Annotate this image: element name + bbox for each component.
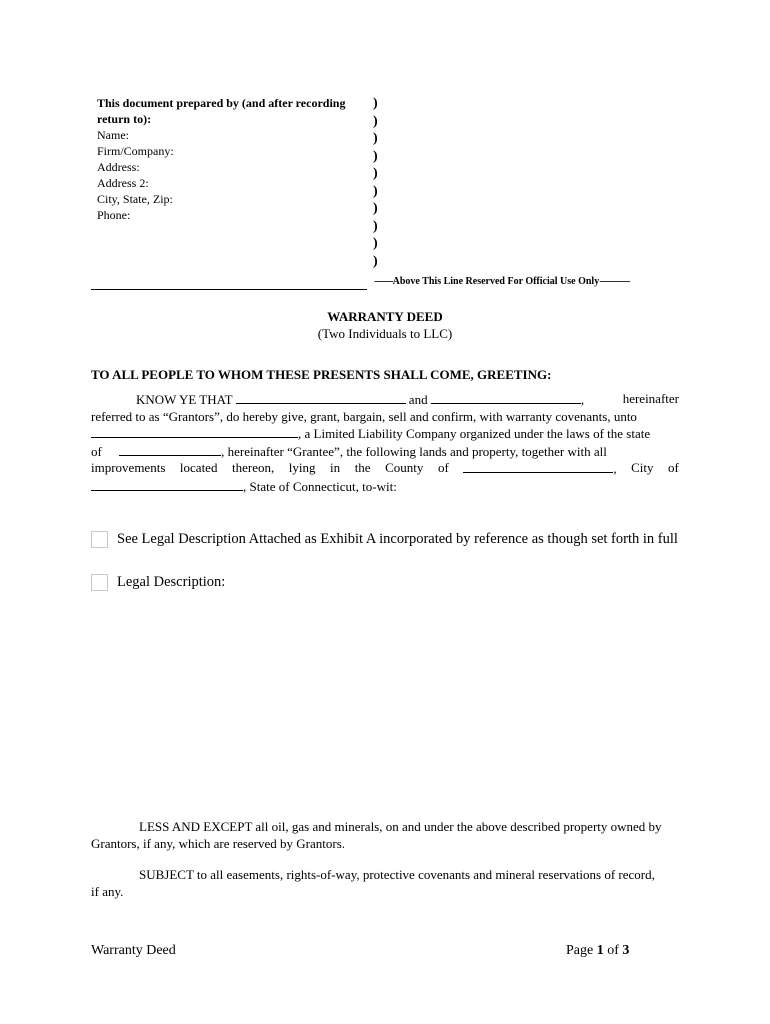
word-thereon: thereon, [232,460,275,475]
word-in: in [330,460,341,475]
word-improvements: improvements [91,460,166,475]
legal-description-option [91,573,681,591]
county-blank[interactable] [463,460,613,473]
document-subtitle: (Two Individuals to LLC) [317,326,453,341]
preparer-block [97,95,367,223]
body-line-2-text: referred to as “Grantors”, do hereby give, grant, bargain, sell and confirm, with warranty covenants, unto [91,408,637,424]
preparer-firm-label: Firm/Company: [97,144,174,158]
body-line-6-text: , State of Connecticut, to-wit: [243,478,397,494]
city-blank[interactable] [91,478,243,491]
word-of: of [437,460,449,475]
official-use-dashes-right: ------------- [599,276,630,287]
body-line-3-text: , a Limited Liability Company organized under the laws of the state [298,426,651,441]
preparer-city-state-zip-label: City, State, Zip: [97,192,173,206]
preparer-address2-label: Address 2: [97,176,149,190]
body-line-1: KNOW YE THAT and , hereinafter [136,391,679,407]
state-blank[interactable] [119,443,221,456]
bracket-column: ) ) ) ) ) ) ) ) ) ) [373,96,378,269]
comma-text: , [613,461,617,476]
document-title: WARRANTY DEED [327,309,443,324]
page-of-label: of [607,943,619,958]
official-use-notice [374,276,630,287]
page-total: 3 [622,943,630,958]
word-the: the [354,460,371,475]
subject-to-paragraph: SUBJECT to all easements, rights-of-way, protective covenants and mineral reservations of record, if any. [91,867,655,899]
legal-description-label: Legal Description: [117,574,226,590]
page-label: Page [566,943,594,958]
of-text: of [91,443,102,459]
word-located: located [179,460,218,475]
hereinafter-text: hereinafter [622,391,679,406]
footer-page-number [566,943,629,959]
word-county: County [385,460,424,475]
exhibit-option [91,530,681,548]
preparer-name-label: Name: [97,128,129,142]
grantor-1-blank[interactable] [236,391,406,404]
official-use-label: Above This Line Reserved For Official Use Only [392,276,600,287]
body-line-6 [91,478,679,496]
less-and-except-paragraph: LESS AND EXCEPT all oil, gas and minerals, on and under the above described property owned by Grantors, if any, which are reserved by Grantors. [91,819,662,851]
body-line-4 [91,443,679,461]
know-ye-that-text: KNOW YE THAT [136,392,233,407]
word-of-2: of [668,460,679,475]
word-city: City [631,460,654,475]
grantor-2-blank[interactable] [431,391,581,404]
preparer-phone-label: Phone: [97,208,131,222]
word-lying: lying [288,460,316,475]
legal-description-checkbox[interactable] [91,574,108,591]
preparer-divider-line [91,289,367,290]
body-line-2 [91,409,679,426]
greeting: TO ALL PEOPLE TO WHOM THESE PRESENTS SHALL COME, GREETING: [91,367,552,382]
body-line-3 [91,425,679,443]
preparer-heading: This document prepared by (and after recording return to): [97,96,346,126]
conveyance-paragraph [91,391,679,495]
official-use-dashes-left: -------- [374,276,393,287]
preparer-address-label: Address: [97,160,140,174]
page-current: 1 [596,943,604,958]
footer-document-name: Warranty Deed [91,943,176,958]
body-line-4-text: , hereinafter “Grantee”, the following lands and property, together with all [221,443,607,459]
grantee-name-blank[interactable] [91,425,298,438]
exhibit-option-label: See Legal Description Attached as Exhibit A incorporated by reference as though set forth in full [117,531,678,547]
body-line-5 [91,460,679,478]
and-text: and [408,392,428,407]
